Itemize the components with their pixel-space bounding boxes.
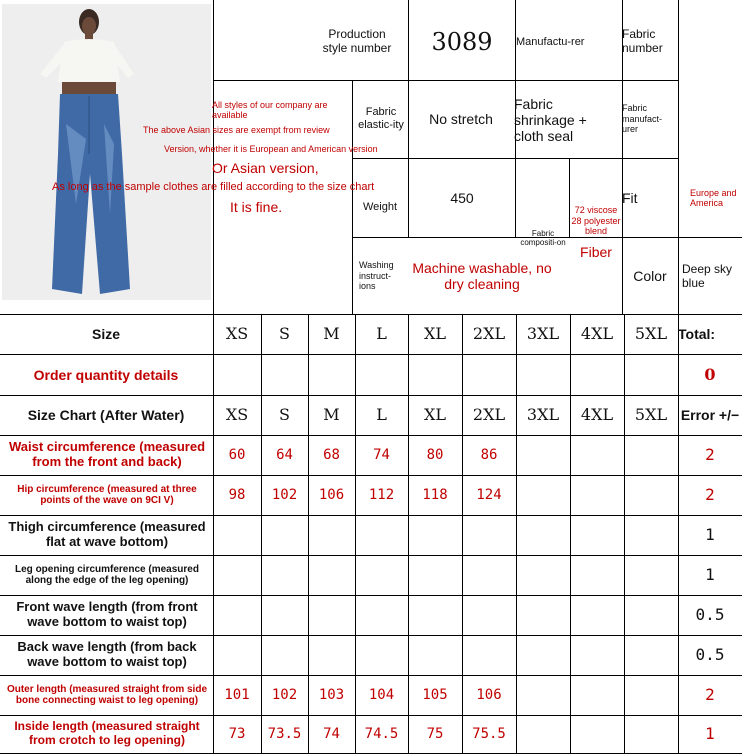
measurement-value: 102 [271, 686, 298, 703]
size-header: 5XL [634, 323, 668, 343]
measurement-value [213, 595, 261, 635]
measurement-label: Waist circumference (measured from the front and back) [8, 439, 206, 469]
error-tolerance: 2 [705, 684, 715, 704]
size-chart-header: L [376, 404, 387, 424]
size-chart-header: XL [423, 404, 446, 424]
measurement-value [570, 475, 624, 515]
measurement-value [462, 595, 516, 635]
shrinkage-label: Fabric shrinkage + cloth seal [514, 95, 587, 145]
measurement-value [308, 635, 355, 675]
measurement-value: 64 [276, 446, 293, 463]
composition-value: 72 viscose 28 polyester blend [571, 205, 621, 237]
size-chart-header: M [323, 404, 340, 424]
total-label: Total: [678, 326, 716, 343]
measurement-value [213, 635, 261, 675]
measurement-value: 75.5 [472, 725, 506, 742]
size-header: 3XL [526, 323, 560, 343]
measurement-value: 124 [476, 486, 502, 503]
measurement-value [408, 635, 462, 675]
measurement-value [261, 595, 308, 635]
size-header: 4XL [580, 323, 614, 343]
measurement-value [624, 715, 678, 753]
measurement-value [624, 635, 678, 675]
washing-value: Machine washable, no dry cleaning [412, 259, 552, 292]
error-tolerance: 0.5 [695, 604, 725, 624]
composition-label: Fabric compositi-on [520, 228, 566, 247]
note-line-5: As long as the sample clothes are filled according to the size chart [52, 181, 375, 193]
measurement-value: 80 [426, 446, 444, 463]
composition-type: Fiber [580, 243, 612, 260]
measurement-value: 74 [323, 725, 340, 742]
error-tolerance: 1 [705, 723, 715, 743]
error-tolerance: 0.5 [695, 644, 725, 664]
size-chart-label: Size Chart (After Water) [27, 407, 185, 424]
production-style-label: Production style number [322, 27, 392, 55]
measurement-value [516, 595, 570, 635]
measurement-value [213, 515, 261, 555]
error-tolerance: 2 [705, 444, 715, 464]
measurement-value [516, 555, 570, 595]
measurement-value [624, 435, 678, 475]
header-line [352, 158, 679, 159]
size-chart-header: 4XL [580, 404, 614, 424]
measurement-value: 60 [228, 446, 246, 463]
size-label: Size [91, 326, 120, 343]
fit-label: Fit [622, 189, 638, 206]
weight-label: Weight [362, 200, 398, 213]
measurement-value [624, 515, 678, 555]
fabric-manufacturer-label: Fabric manufact-urer [622, 103, 663, 135]
measurement-value [462, 635, 516, 675]
error-tolerance: 1 [705, 524, 715, 544]
measurement-value [516, 715, 570, 753]
washing-label: Washing instruct-ions [359, 260, 394, 292]
measurement-value: 74 [373, 446, 390, 463]
measurement-label: Inside length (measured straight from crotch to leg opening) [14, 719, 200, 747]
fit-value: Europe and America [690, 187, 737, 208]
measurement-value [261, 555, 308, 595]
size-header: M [323, 323, 340, 343]
note-line-1: All styles of our company are available [212, 99, 328, 120]
size-chart-header: S [279, 404, 290, 424]
measurement-value: 103 [318, 686, 345, 703]
measurement-value [355, 595, 408, 635]
measurement-value [570, 555, 624, 595]
measurement-value: 106 [476, 686, 502, 703]
measurement-value [570, 435, 624, 475]
error-label: Error +/− [680, 407, 740, 424]
weight-value: 450 [450, 189, 474, 206]
measurement-value [624, 475, 678, 515]
measurement-value: 86 [480, 446, 498, 463]
manufacturer-label: Manufactu-rer [516, 35, 585, 48]
note-line-2: The above Asian sizes are exempt from review [143, 125, 330, 135]
measurement-value [261, 515, 308, 555]
measurement-value: 105 [422, 686, 448, 703]
measurement-value [261, 635, 308, 675]
measurement-value [570, 715, 624, 753]
measurement-value: 118 [422, 486, 448, 503]
measurement-label: Back wave length (from back wave bottom to waist top) [17, 639, 197, 669]
fabric-elasticity-label: Fabric elastic-ity [358, 106, 404, 131]
measurement-value: 101 [224, 686, 250, 703]
measurement-value [308, 555, 355, 595]
measurement-value [462, 515, 516, 555]
measurement-value: 104 [368, 686, 395, 703]
measurement-value [355, 555, 408, 595]
order-total: 0 [704, 365, 716, 385]
measurement-value [570, 675, 624, 715]
note-line-4: Or Asian version, [212, 160, 319, 176]
size-header: XL [423, 323, 446, 343]
measurement-value: 68 [323, 446, 340, 463]
measurement-value: 98 [228, 486, 246, 503]
table-row-line [0, 354, 742, 355]
measurement-value: 102 [271, 486, 298, 503]
measurement-value [570, 635, 624, 675]
fabric-number-label: Fabric number [622, 27, 663, 55]
measurement-value: 74.5 [364, 725, 399, 742]
elasticity-value: No stretch [429, 110, 493, 127]
note-line-6: It is fine. [230, 199, 283, 215]
measurement-value [570, 595, 624, 635]
measurement-value [624, 675, 678, 715]
size-header: XS [225, 323, 249, 343]
header-left-border [213, 0, 214, 314]
style-number: 3089 [431, 28, 493, 57]
measurement-value [516, 515, 570, 555]
measurement-value [355, 515, 408, 555]
size-chart-header: 3XL [526, 404, 560, 424]
size-chart-header: XS [225, 404, 249, 424]
measurement-value [516, 635, 570, 675]
size-header: 2XL [472, 323, 506, 343]
measurement-value [408, 515, 462, 555]
measurement-value: 75 [426, 725, 444, 742]
measurement-value [516, 675, 570, 715]
error-tolerance: 1 [705, 564, 715, 584]
measurement-value [624, 595, 678, 635]
measurement-value [213, 555, 261, 595]
measurement-value [570, 515, 624, 555]
measurement-label: Thigh circumference (measured flat at wave bottom) [8, 519, 206, 549]
measurement-value [355, 635, 408, 675]
order-quantity-label: Order quantity details [33, 367, 179, 384]
error-tolerance: 2 [705, 484, 715, 504]
measurement-value [408, 555, 462, 595]
color-label: Color [633, 267, 667, 284]
measurement-label: Hip circumference (measured at three points of the wave on 9CI V) [17, 483, 197, 506]
note-line-3: Version, whether it is European and American version [164, 144, 378, 154]
header-line [678, 0, 679, 314]
measurement-label: Outer length (measured straight from side bone connecting waist to leg opening) [6, 683, 208, 706]
size-chart-header: 2XL [472, 404, 506, 424]
header-line [214, 80, 679, 81]
measurement-value [516, 475, 570, 515]
measurement-value [308, 595, 355, 635]
measurement-value: 73 [228, 725, 246, 742]
size-header: S [279, 323, 290, 343]
size-header: L [376, 323, 387, 343]
size-chart-header: 5XL [634, 404, 668, 424]
measurement-value [516, 435, 570, 475]
measurement-value [462, 555, 516, 595]
measurement-value: 112 [368, 486, 395, 503]
measurement-value: 73.5 [267, 725, 302, 742]
measurement-value [308, 515, 355, 555]
measurement-label: Leg opening circumference (measured along the edge of the leg opening) [15, 563, 199, 586]
measurement-label: Front wave length (from front wave bottom to waist top) [16, 599, 198, 629]
color-value: Deep sky blue [682, 262, 733, 290]
measurement-value [408, 595, 462, 635]
measurement-value: 106 [318, 486, 345, 503]
measurement-value [624, 555, 678, 595]
